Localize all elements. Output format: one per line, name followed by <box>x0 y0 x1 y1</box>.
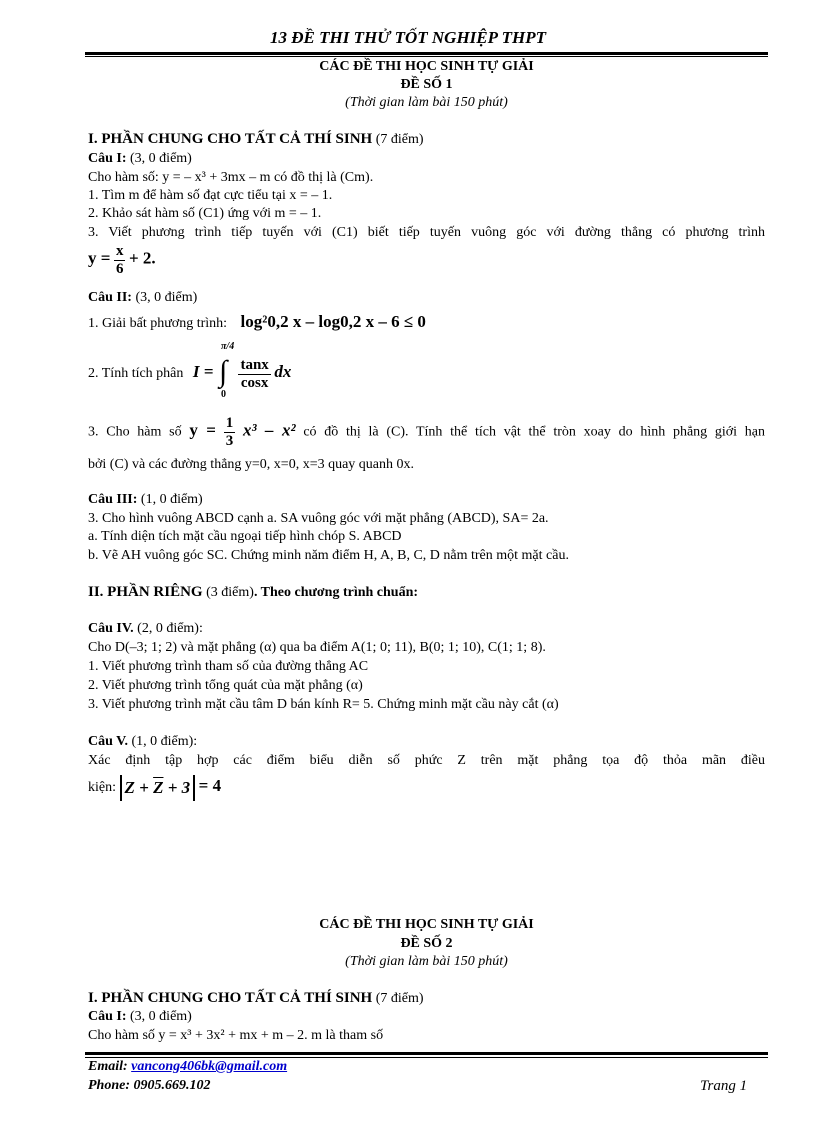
fraction-1-over-3 <box>224 415 236 450</box>
q1-item-3-equation <box>88 243 156 278</box>
q4-points: (2, 0 điểm): <box>137 621 203 636</box>
exam2-q1-points: (3, 0 điểm) <box>130 1009 192 1024</box>
fraction-numerator: x <box>115 243 124 259</box>
q2-item-3-text-a: 3. Cho hàm số <box>88 424 182 440</box>
q3-intro: 3. Cho hình vuông ABCD cạnh a. SA vuông góc với mặt phẳng (ABCD), SA= 2a. <box>88 511 549 526</box>
q2-item-1 <box>88 312 426 332</box>
eq-lhs: y = <box>88 248 111 268</box>
q2-item-1-inequality: log²0,2 x – log0,2 x – 6 ≤ 0 <box>240 312 426 331</box>
q4-item-1: 1. Viết phương trình tham số của đường thẳng AC <box>88 659 369 674</box>
z-conjugate: $\overline{Z}$ <box>153 778 164 797</box>
q5-points: (1, 0 điểm): <box>131 734 198 749</box>
q5-title: Câu V. <box>88 734 128 749</box>
fraction-numerator: tanx <box>240 356 269 373</box>
eq-lhs: y = <box>189 420 216 440</box>
integral-upper-limit: π/4 <box>220 341 235 352</box>
q3-item-a: a. Tính diện tích mặt cầu ngoại tiếp hình chóp S. ABCD <box>88 529 402 544</box>
footer-rule-thick <box>85 1052 768 1055</box>
q2-item-3-text-b: có đồ thị là (C). Tính thể tích vật thể tròn xoay do hình phẳng giới hạn <box>303 424 766 440</box>
page-number: Trang 1 <box>700 1078 748 1094</box>
q3-heading <box>88 492 203 508</box>
exam2-part1-points: (7 điểm) <box>375 991 424 1006</box>
z-term: Z + <box>124 778 154 797</box>
eq-rhs: = 4 <box>198 776 222 796</box>
q5-condition <box>88 775 221 801</box>
fraction-tanx-cosx <box>238 357 270 392</box>
header-rule-thin <box>85 56 768 57</box>
q3-title: Câu III: <box>88 492 138 507</box>
fraction-denominator: cosx <box>240 374 269 391</box>
exam1-number: ĐỀ SỐ 1 <box>400 77 453 92</box>
plus-3: + 3 <box>163 778 191 797</box>
footer-phone: Phone: 0905.669.102 <box>88 1078 211 1093</box>
fraction-x-over-6 <box>114 243 126 278</box>
q5-heading <box>88 734 197 750</box>
exam1-heading: CÁC ĐỀ THI HỌC SINH TỰ GIẢI <box>319 59 534 74</box>
q2-title: Câu II: <box>88 290 132 305</box>
exam2-heading: CÁC ĐỀ THI HỌC SINH TỰ GIẢI <box>319 917 534 932</box>
absolute-value-expression <box>120 775 196 801</box>
part2-title: II. PHẦN RIÊNG <box>88 584 203 600</box>
eq-rhs: x³ – x² <box>242 420 296 440</box>
fraction-numerator: 1 <box>225 415 234 431</box>
exam1-time: (Thời gian làm bài 150 phút) <box>345 95 508 110</box>
q5-condition-label: kiện: <box>88 780 116 796</box>
exam1-part1-heading <box>88 131 424 148</box>
q4-heading <box>88 621 203 637</box>
integral-I: I = <box>192 362 214 382</box>
fraction-denominator: 6 <box>115 261 124 277</box>
exam2-number: ĐỀ SỐ 2 <box>400 936 453 951</box>
q3-points: (1, 0 điểm) <box>140 492 203 507</box>
exam2-part1-title: I. PHẦN CHUNG CHO TẤT CẢ THÍ SINH <box>88 990 373 1006</box>
q5-text: Xác định tập hợp các điểm biểu diễn số phức Z trên mặt phẳng tọa độ thỏa mãn điều <box>88 753 765 768</box>
q4-item-3: 3. Viết phương trình mặt cầu tâm D bán kính R= 5. Chứng minh mặt cầu này cắt (α) <box>88 697 559 712</box>
eq-rhs: + 2. <box>128 248 156 268</box>
integral-lower-limit: 0 <box>220 389 226 400</box>
footer-email <box>88 1059 287 1075</box>
exam2-part1-heading <box>88 990 424 1007</box>
footer-email-link[interactable]: vancong406bk@gmail.com <box>131 1059 288 1074</box>
exam2-q1-intro: Cho hàm số y = x³ + 3x² + mx + m – 2. m là tham số <box>88 1028 384 1043</box>
q1-item-2: 2. Khảo sát hàm số (C1) ứng với m = – 1. <box>88 206 322 221</box>
q2-item-3-cont: bởi (C) và các đường thẳng y=0, x=0, x=3 quay quanh 0x. <box>88 457 415 472</box>
q1-item-3: 3. Viết phương trình tiếp tuyến với (C1) biết tiếp tuyến vuông góc với đường thẳng có phương trình <box>88 225 765 240</box>
footer-rule-thin <box>85 1057 768 1058</box>
exam2-time: (Thời gian làm bài 150 phút) <box>345 954 508 969</box>
part1-title: I. PHẦN CHUNG CHO TẤT CẢ THÍ SINH <box>88 131 373 147</box>
q1-points: (3, 0 điểm) <box>130 151 192 166</box>
q1-item-1: 1. Tìm m để hàm số đạt cực tiểu tại x = – 1. <box>88 188 333 203</box>
header-rule-thick <box>85 52 768 55</box>
document-header-title: 13 ĐỀ THI THỬ TỐT NGHIỆP THPT <box>269 28 547 47</box>
q2-heading <box>88 290 197 306</box>
q2-item-3 <box>88 415 765 450</box>
exam2-q1-title: Câu I: <box>88 1009 127 1024</box>
q2-item-2 <box>88 341 292 403</box>
q2-points: (3, 0 điểm) <box>135 290 198 305</box>
part2-program: . Theo chương trình chuẩn: <box>253 585 419 600</box>
part1-points: (7 điểm) <box>375 132 424 147</box>
q3-item-b: b. Vẽ AH vuông góc SC. Chứng minh năm điểm H, A, B, C, D nằm trên một mặt cầu. <box>88 548 569 563</box>
q1-title: Câu I: <box>88 151 127 166</box>
q2-item-2-text: 2. Tính tích phân <box>88 366 184 382</box>
fraction-denominator: 3 <box>225 433 234 449</box>
exam2-q1-heading <box>88 1009 192 1025</box>
q2-item-1-text: 1. Giải bất phương trình: <box>88 316 228 331</box>
q4-item-2: 2. Viết phương trình tổng quát của mặt phẳng (α) <box>88 678 363 693</box>
exam1-part2-heading <box>88 584 418 601</box>
q1-intro: Cho hàm số: y = – x³ + 3mx – m có đồ thị là (Cm). <box>88 170 374 185</box>
q4-intro: Cho D(–3; 1; 2) và mặt phẳng (α) qua ba điểm A(1; 0; 11), B(0; 1; 10), C(1; 1; 8). <box>88 640 546 655</box>
integral-symbol: ∫ <box>218 355 228 388</box>
integral-sign <box>217 341 235 403</box>
q1-heading <box>88 151 192 167</box>
footer-email-label: Email: <box>88 1059 128 1074</box>
integral-dx: dx <box>274 362 292 382</box>
q4-title: Câu IV. <box>88 621 134 636</box>
part2-points: (3 điểm) <box>206 585 254 600</box>
